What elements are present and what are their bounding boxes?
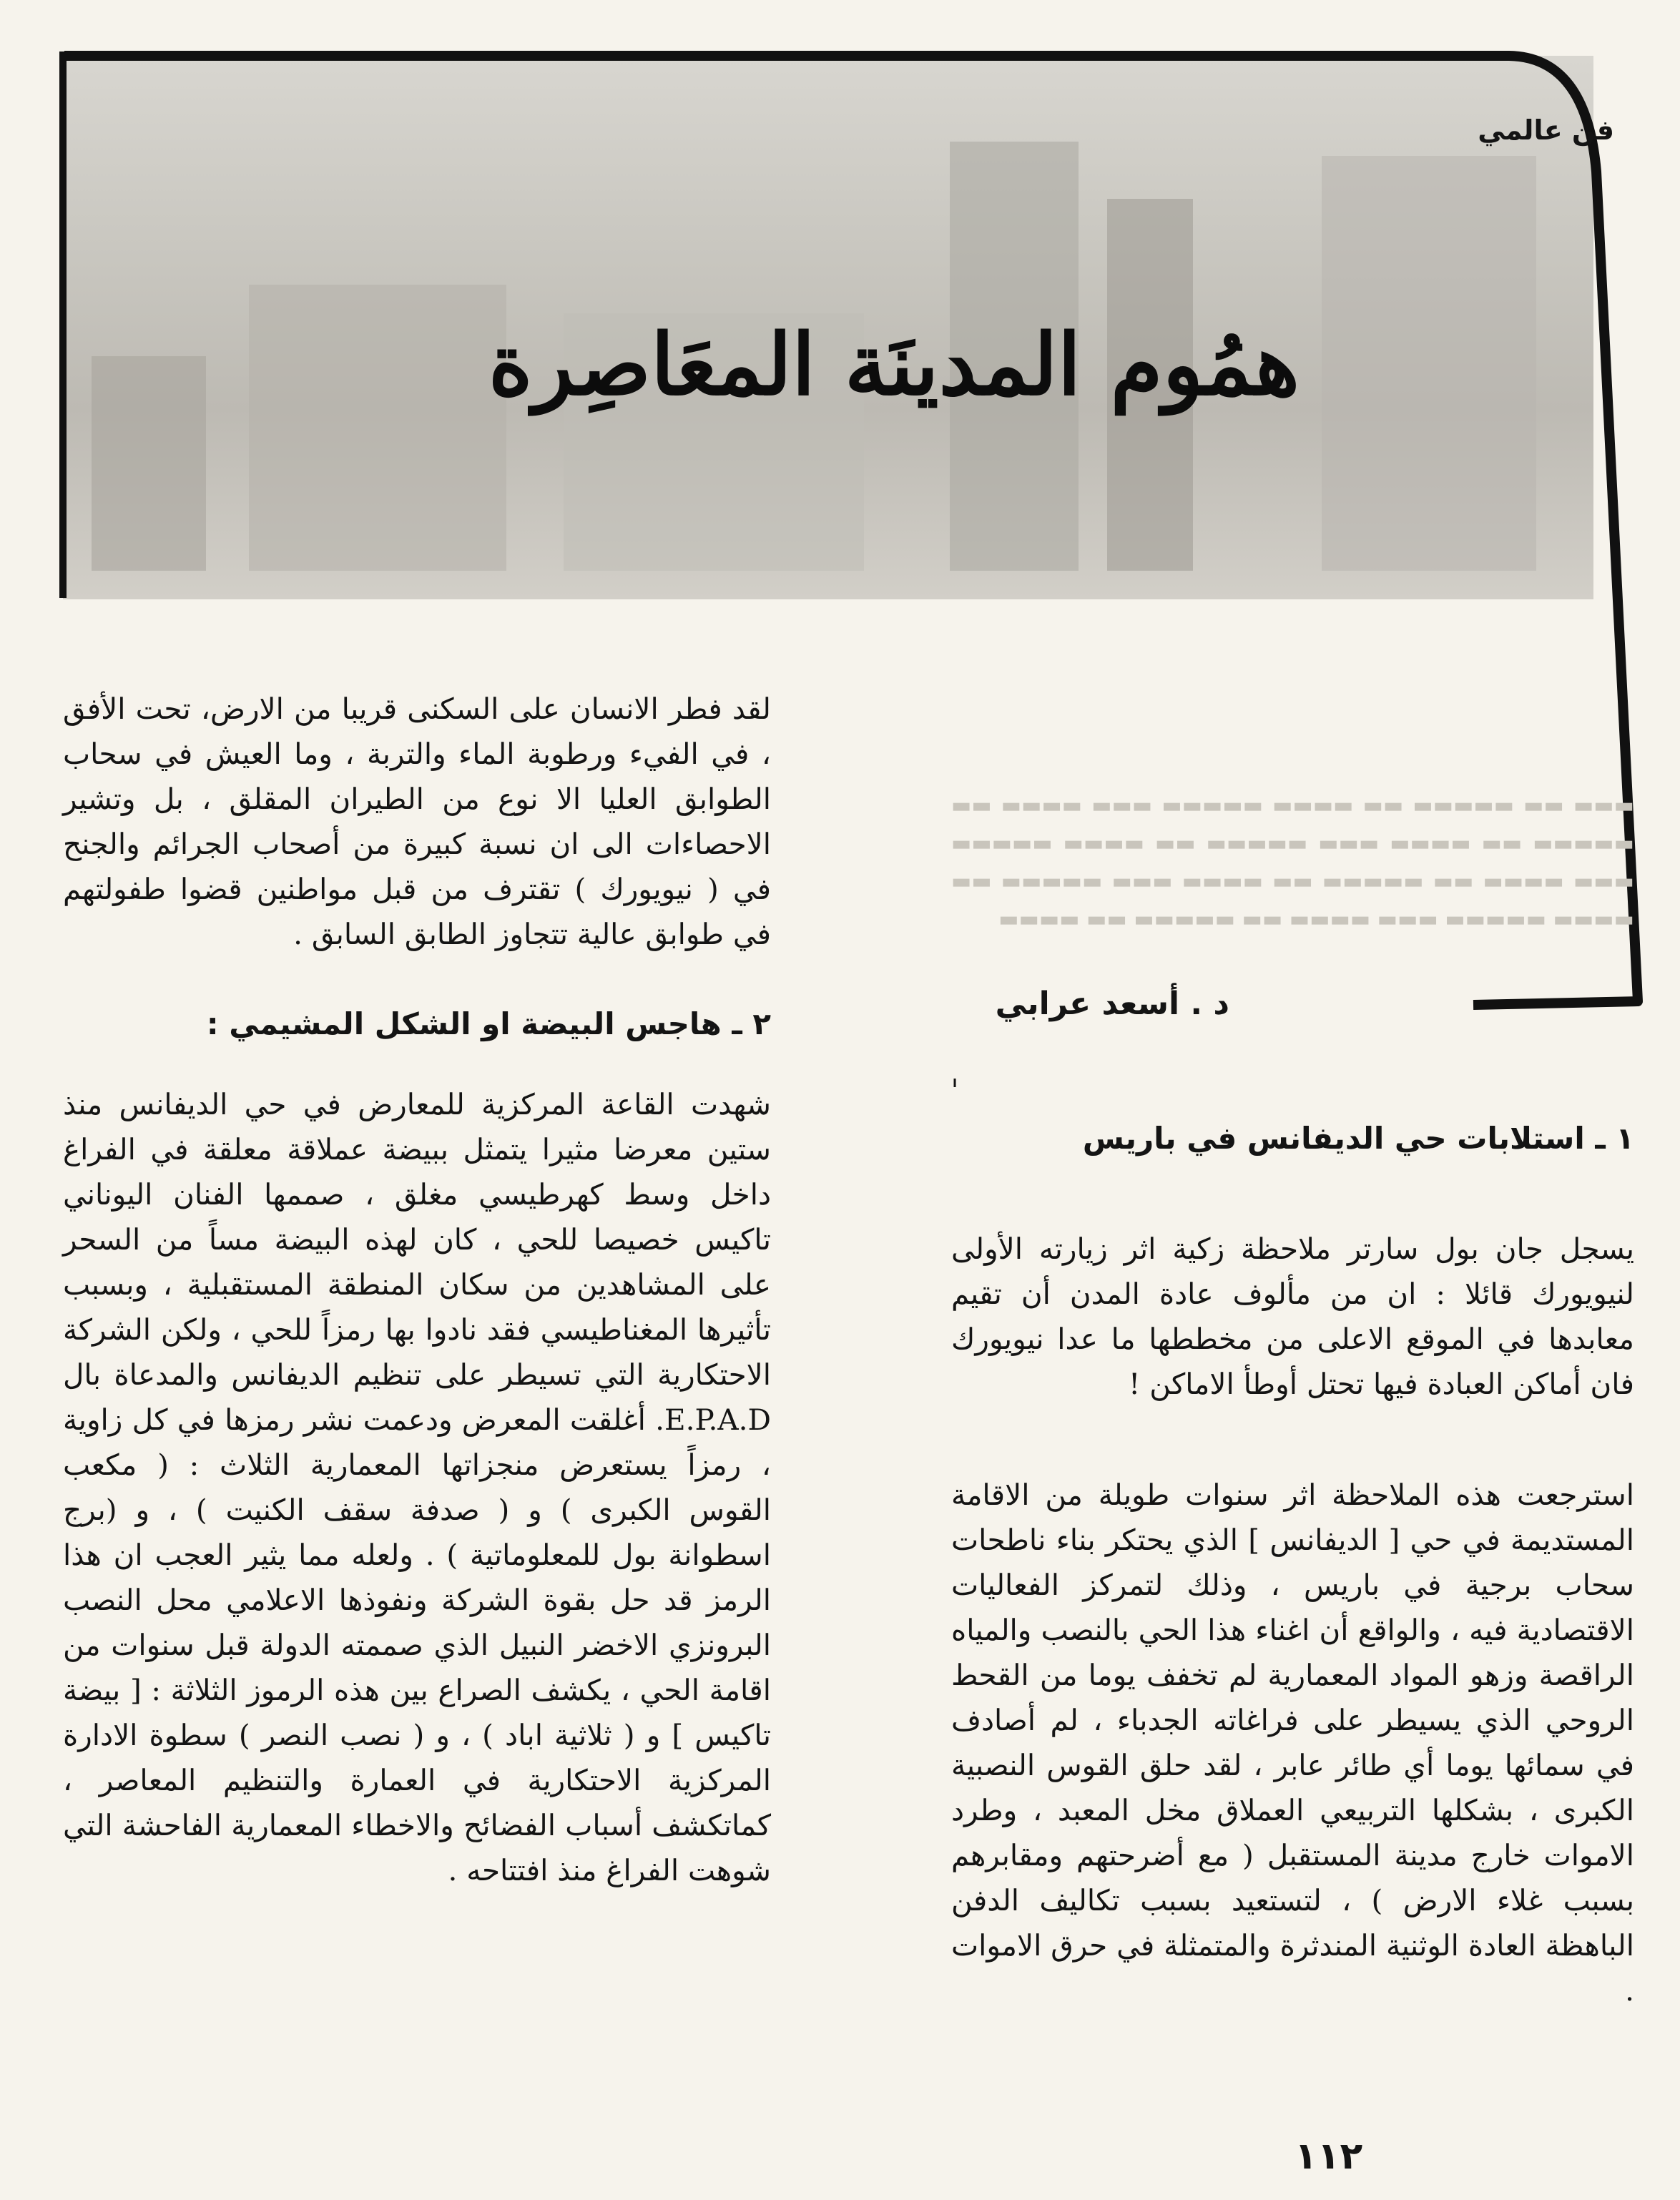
- section-heading-2: ٢ ـ هاجس البيضة او الشكل المشيمي :: [206, 1006, 771, 1041]
- section-2-paragraph: شهدت القاعة المركزية للمعارض في حي الديفانس منذ ستين معرضا مثيرا يتمثل ببيضة عملاقة معلقة في الفراغ داخل وسط كهرطيسي مغلق ، صممها الفنان اليوناني تاكيس خصيصا للحي ، كان لهذه البيضة مساً من السحر على المشاهدين من سكان المنطقة المستقبلية ، وبسبب تأثيرها المغناطيسي فقد نادوا بها رمزاً للحي ، ولكن الشركة الاحتكارية التي تسيطر على تنظيم الديفانس والمدعاة بال E.P.A.D. أغلقت المعرض ودعمت نشر رمزها في كل زاوية ، رمزاً يستعرض منجزاتها المعمارية الثلاث : ( مكعب القوس الكبرى ) و ( صدفة سقف الكنيت ) ، و (برج اسطوانة بول للمعلوماتية ) . ولعله مما يثير العجب ان هذا الرمز قد حل بقوة الشركة ونفوذها الاعلامي محل النصب البرونزي الاخضر النبيل الذي صممته الدولة قبل سنوات من اقامة الحي ، يكشف الصراع بين هذه الرموز الثلاثة : [ بيضة تاكيس ] و ( ثلاثية اباد ) ، و ( نصب النصر ) سطوة الادارة المركزية الاحتكارية في العمارة والتنظيم المعاصر ، كماتكشف أسباب الفضائح والاخطاء المعمارية الفاحشة التي شوهت الفراغ منذ افتتاحه .: [63, 1087, 771, 1887]
- page-number: ١١٢: [1295, 2135, 1363, 2178]
- section-heading-1: ١ ـ استلابات حي الديفانس في باريس: [1082, 1121, 1634, 1156]
- article-author: د . أسعد عرابي: [995, 986, 1229, 1022]
- right-column: [951, 1116, 1634, 2013]
- section-1-paragraph-2: استرجعت هذه الملاحظة اثر سنوات طويلة من الاقامة المستديمة في حي [ الديفانس ] الذي يحتكر بناء ناطحات سحاب برجية في باريس ، وذلك لتمركز الفعاليات الاقتصادية فيه ، والواقع أن اغناء هذا الحي بالنصب والمياه الراقصة وزهو المواد المعمارية لم تخفف يوما من القحط الروحي الذي يسيطر على فراغاته الجدباء ، لم أصادف في سمائها يوما أي طائر عابر ، لقد حلق القوس النصبية الكبرى ، بشكلها التربيعي العملاق مخل المعبد ، وطرد الاموات خارج مدينة المستقبل ( مع أضرحتهم ومقابرهم بسبب غلاء الارض ) ، لتستعيد بسبب تكاليف الدفن الباهظة العادة الوثنية المندثرة والمتمثلة في حرق الاموات .: [951, 1478, 1634, 2008]
- section-1-paragraph-1: يسجل جان بول سارتر ملاحظة زكية اثر زيارته الأولى لنيويورك قائلا : ان من مألوف عادة المدن أن تقيم معابدها في الموقع الاعلى من مخططها ما عدا نيويورك فان أماكن العبادة فيها تحتل أوطأ الاماكن !: [951, 1232, 1634, 1401]
- article-title: همُوم المدينَة المعَاصِرة: [488, 315, 1300, 414]
- show-through-text: ▬▬▬ ▬▬ ▬▬▬▬▬ ▬▬ ▬▬▬▬ ▬▬▬▬▬ ▬▬▬ ▬▬▬▬ ▬▬ ▬▬▬▬▬ ▬▬ ▬▬▬▬ ▬▬▬ ▬▬▬▬▬ ▬▬ ▬▬▬▬ ▬▬▬▬▬ ▬▬▬ ▬▬▬▬ ▬▬ ▬▬▬▬▬ ▬▬ ▬▬▬▬ ▬▬▬ ▬▬▬▬▬ ▬▬ ▬▬▬▬ ▬▬▬▬▬ ▬▬▬ ▬▬▬▬ ▬▬ ▬▬▬▬▬ ▬▬ ▬▬▬▬: [951, 793, 1634, 932]
- section-label: فن عالمي: [1478, 114, 1614, 146]
- intro-paragraph: لقد فطر الانسان على السكنى قريبا من الارض، تحت الأفق ، في الفيء ورطوبة الماء والتربة ، وما العيش في سحاب الطوابق العليا الا نوع من الطيران المقلق ، بل وتشير الاحصاءات الى ان نسبة كبيرة من أصحاب الجرائم والجنح في ( نيويورك ) تقترف من قبل مواطنين قضوا طفولتهم في طوابق عالية تتجاوز الطابق السابق .: [63, 692, 771, 951]
- left-column: [63, 687, 771, 1893]
